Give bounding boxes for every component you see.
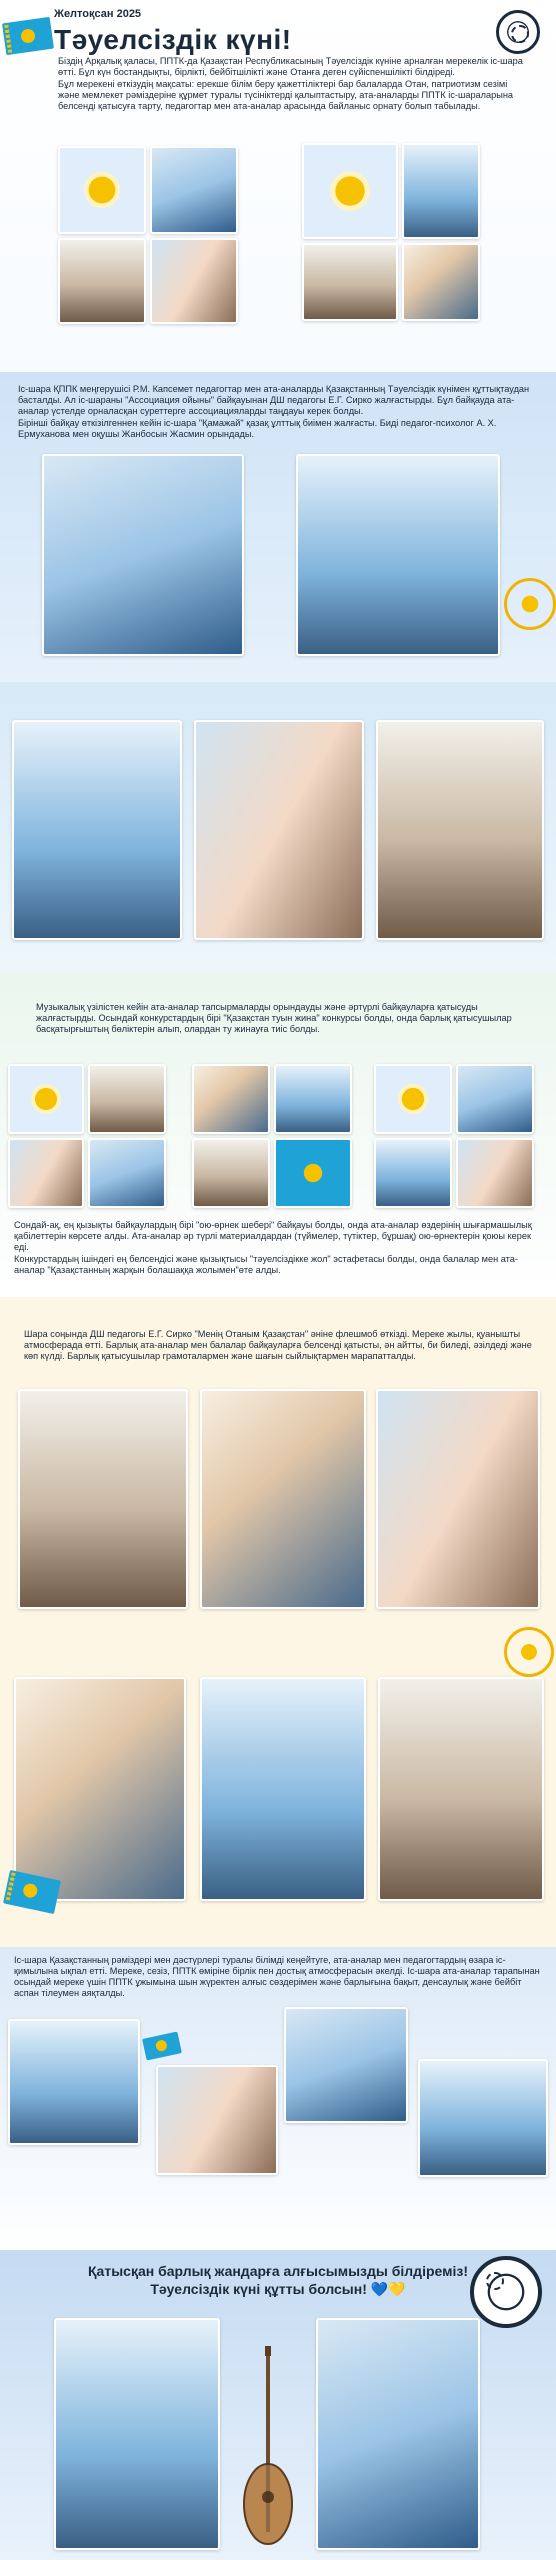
intro-paragraph-2: Бұл мерекені өткізудің мақсаты: ерекше білім беру қажеттіліктері бар балаларда Отан, патриотизм сезімі және мемлекет рәміздеріне құрмет туралы түсініктерді қалыптастыру, ата-аналарды ППТК іс-шараларына белсенді қатысуға тарту, педагогтар мен ата-аналар арасында байланыс орнату болып табылады. — [58, 79, 514, 111]
photo-ornament-2 — [274, 1064, 352, 1134]
closing-paragraph: Іс-шара Қазақстанның рәміздері мен дәстүрлері туралы білімді кеңейтуге, ата-аналар мен педагогтардың өзара іс-қимылына ықпал етті. Мереке, сезіз, ППТК өміріне бірлік пен достық атмосферасын әкелді. Іс-шара ата-аналар тарапынан осындай мереке үшін ППТК ұжымына шын жүректен алғыс сөздерімен және барлығына бақыт, денсаулық және бейбіт аспан тілеумен аяқталды. — [14, 1955, 540, 1998]
photo-ornament-3 — [192, 1138, 270, 1208]
contests-paragraph-3: Конкурстардың ішіндегі ең белсендісі және қызықтысы "тәуелсіздікке жол" эстафетасы болды, онда балалар мен ата-аналар "Қазақстанның жарқын болашаққа жолымен"өте алды. — [14, 1254, 518, 1275]
opening-text — [18, 384, 538, 441]
opening-section — [0, 372, 556, 682]
contests-section — [0, 972, 556, 1297]
photo-sun-2 — [374, 1064, 452, 1134]
photo-national-dance — [42, 454, 244, 656]
issue-date: Желтоқсан 2025 — [54, 8, 142, 20]
photo-relay-hall — [200, 1677, 366, 1901]
photo-sun-craft — [58, 146, 146, 234]
opening-paragraph-1: Іс-шара ҚППК меңгерушісі Р.М. Капсемет педагогтар мен ата-аналарды Қазақстанның Тәуелсіздік күнімен құттықтаудан басталды. Ал іс-шараны "Ассоциация ойыны" байқауынан ДШ педагогы Е.Г. Сирко жалғастырды. Бұл байқауда ата-аналар үстелде орналасқан суреттерге ассоциацияларды таңдауы керек болды. — [18, 384, 530, 416]
photo-ornament-1 — [192, 1064, 270, 1134]
photo-table-group — [58, 238, 146, 324]
photo-puzzle-2 — [8, 1138, 84, 1208]
photo-family-tree — [14, 1677, 186, 1901]
kazakhstan-flag-icon — [2, 17, 54, 55]
closing-section — [0, 1947, 556, 2250]
photo-teacher-table — [194, 720, 364, 940]
photo-puzzle-1 — [88, 1064, 166, 1134]
photo-teachers-standing — [12, 720, 182, 940]
photo-mother-child — [302, 243, 398, 321]
photo-teachers-group-3 — [418, 2059, 548, 2177]
flashmob-text — [24, 1329, 534, 1363]
photo-sun-1 — [8, 1064, 84, 1134]
photo-sun-ornament — [302, 143, 398, 239]
photo-teachers-group-2 — [284, 2007, 408, 2123]
ornament-icon — [504, 578, 556, 630]
photo-stand-board — [402, 143, 480, 239]
thanks-line: Қатысқан барлық жандарға алғысымызды білдіреміз! — [88, 2263, 468, 2279]
contests-paragraph-2: Сондай-ақ, ең қызықты байқаулардың бірі "ою-өрнек шебері" байқауы болды, онда ата-аналар өздерінің шығармашылық қабілеттерін көрсете алды. Ата-аналар әр түрлі материалдардан (түймелер, түтіктер, бұршақ) ою-өрнектерін қоюы керек еді. — [14, 1220, 532, 1252]
photo-assembly — [402, 243, 480, 321]
contests-paragraph-1: Музыкалық үзілістен кейін ата-аналар тапсырмаларды орындауды және әртүрлі байқауларға қатысуды жалғастырды. Осындай конкурстардың бірі "Қазақстан туын жина" конкурсы болды, онда барлық қатысушылар басқатырғыштың бөліктерін алып, олардан ту жинауға тиіс болды. — [36, 1002, 512, 1034]
photo-relay-2 — [374, 1138, 452, 1208]
small-flag-icon — [142, 2031, 182, 2060]
contests-text-1 — [36, 1002, 522, 1036]
photo-final-group-1 — [54, 2318, 220, 2550]
contests-text-2 — [14, 1220, 544, 1277]
footer-section — [0, 2250, 556, 2560]
photo-parents-crafting — [150, 238, 238, 324]
photo-awarding — [378, 1677, 544, 1901]
photo-puzzle-3 — [88, 1138, 166, 1208]
opening-paragraph-2: Бірінші байқау өткізілгеннен кейін іс-шара "Қамажай" қазақ ұлттық биімен жалғасты. Биді педагог-психолог А. Х. Ермуханова мен оқушы Жанбосын Жасмин орындады. — [18, 418, 497, 439]
photo-parents-table — [18, 1389, 188, 1609]
photo-relay-3 — [456, 1138, 534, 1208]
photo-final-group-2 — [316, 2318, 480, 2550]
intro-section — [0, 0, 556, 372]
intro-text — [58, 56, 528, 113]
photo-children-crafting — [376, 720, 544, 940]
photo-children-activity — [150, 146, 238, 234]
page-title: Тәуелсіздік күні! — [54, 24, 292, 55]
ornament-right-icon — [504, 1627, 554, 1677]
dombra-icon — [238, 2342, 298, 2552]
photo-hall-performance — [296, 454, 500, 656]
flashmob-section — [0, 1297, 556, 1947]
intro-paragraph-1: Біздің Арқалық қаласы, ППТК-да Қазақстан Республикасының Тәуелсіздік күніне арналған мерекелік іс-шара өтті. Бұл күн бостандықты, бірлікті, бейбітшілікті және Отанға деген сүйіспеншілікті білдіреді. — [58, 56, 523, 77]
photo-teachers-group-1 — [156, 2065, 278, 2175]
state-emblem-large-icon — [470, 2256, 542, 2328]
photo-mother-son — [376, 1389, 540, 1609]
photo-certificates-group — [8, 2019, 140, 2145]
closing-text — [14, 1955, 542, 2000]
photo-relay-1 — [456, 1064, 534, 1134]
congrats-line: Тәуелсіздік күні құтты болсын! 💙💛 — [150, 2281, 406, 2297]
photo-flag-puzzle — [274, 1138, 352, 1208]
association-game-section — [0, 682, 556, 972]
flashmob-paragraph: Шара соңында ДШ педагогы Е.Г. Сирко "Менің Отаным Қазақстан" әніне флешмоб өткізді. Мереке жылы, қуанышты атмосферада өтті. Барлық ата-аналар мен балалар байқауларға белсенді қатысты, ән айтты, би биледі, әзілдеді және көп күлді. Барлық қатысушылар грамоталармен және шағын сыйлықтармен марапатталды. — [24, 1329, 532, 1361]
state-emblem-icon — [496, 10, 540, 54]
photo-children-floor — [200, 1389, 366, 1609]
